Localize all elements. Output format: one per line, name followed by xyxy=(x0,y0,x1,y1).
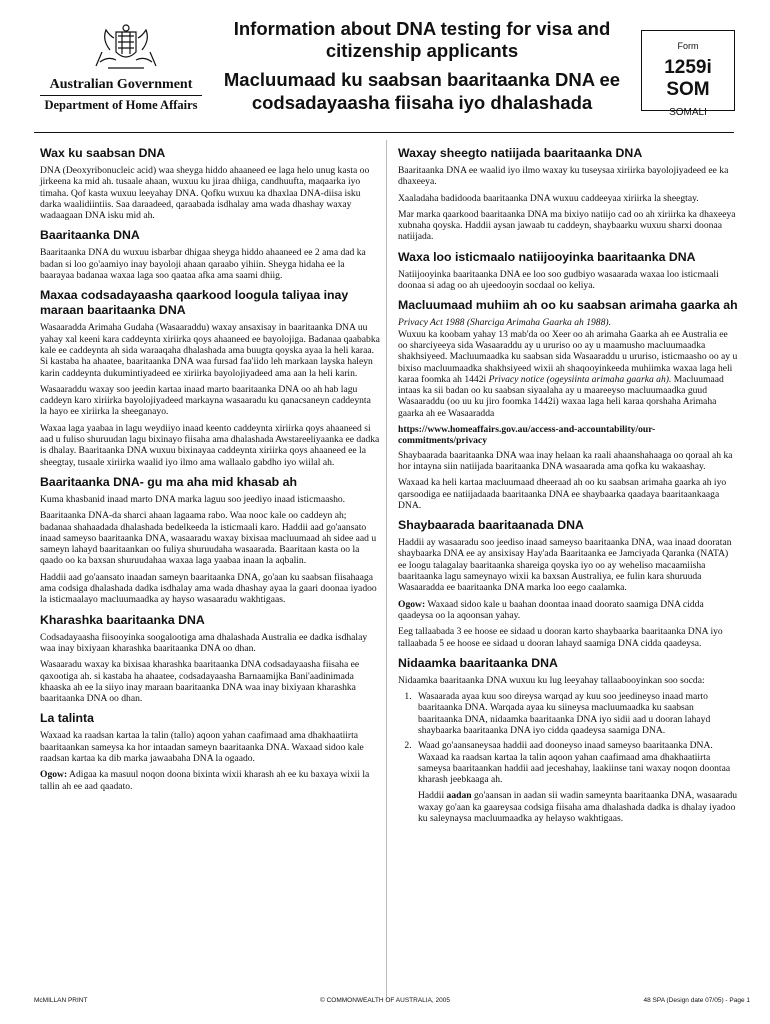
paragraph: Haddii aad go'aansato inaadan sameyn baaritaanka DNA, go'aan ku saabsan fiisahaaga ama codsiga dhalashada dadka isdhalay ama wada dhashay ayaa la gaari doonaa iyadoo la isticmaalayo macluumaadka ay hayso wasaaradu wakhtigaas. xyxy=(40,571,377,606)
note-label: Ogow: xyxy=(40,769,68,781)
form-number: 1259i SOM xyxy=(664,57,712,100)
section-why-advised xyxy=(40,288,380,468)
left-column xyxy=(40,146,380,799)
page-header xyxy=(0,0,770,125)
printer-name: McMILLAN PRINT xyxy=(34,997,88,1004)
paragraph-text: go'aansan in aadan sii wadin sameynta baaritaanka DNA, wasaaradu waxay go'aan ka gaareysaa codsiga fiisaha ama dhalashada dadka is dhalay iyadoo ku saleynaysa macluumaadka ay helayso wakhtigaas. xyxy=(418,790,738,825)
paragraph: Natiijooyinka baaritaanka DNA ee loo soo gudbiyo wasaarada waxaa loo isticmaali doonaa si adag oo ah ujeedooyin socdaal oo keliya. xyxy=(398,268,719,292)
title-block xyxy=(212,18,632,114)
coat-of-arms-icon xyxy=(88,22,164,74)
right-column xyxy=(398,146,738,831)
note-label: Ogow: xyxy=(398,598,426,610)
paragraph: Baaritaanka DNA-da sharci ahaan lagaama rabo. Waa nooc kale oo caddeyn ah; badanaa shahaadada dhalashada bedelkeeda la isticmaali karo. Haddii aad go'aansato inaad sameyso baaritaanka DNA, wasaaradu waxay bixisaa macluumaad ah sidee aad u sameyn lahayd baaritaankan oo fuliya shuruudaha wasaarada. Baaritaan kasta oo la qaado oo ka baxsan shuruudahaa waxaa laga yaabaa inaan la aqbalin. xyxy=(40,510,377,567)
paragraph: Mar marka qaarkood baaritaanka DNA ma bixiyo natiijo cad oo ah xiriirka ka dhaxeeya xubnaha qoyska. Haddii aysan jawaab tu caddeyn, shaybaarku wuxuu sharxi doonaa natiijada. xyxy=(398,208,736,243)
section-heading: Nidaamka baaritaanka DNA xyxy=(398,655,558,670)
page-info: 48 SPA (Design date 07/05) - Page 1 xyxy=(643,997,750,1004)
form-id-box xyxy=(641,30,735,118)
paragraph: Waxaa laga yaabaa in lagu weydiiyo inaad keento caddeynta xiriirka qoys ahaaneed si aad u fuliso shuruudan lagu bixinayo fiisaha ama dhalashada Awstareeliyaanka ee dadka is dhalay. Baaritaanka DNA wuxuu bixinayaa caddeynta xiriirka qoys ahaaneed ee la sheegtay, tusaale xiriirka waalid iyo ilmo ama wallaalo gabdho iyo wiilal ah. xyxy=(40,422,380,468)
department-name: Department of Home Affairs xyxy=(44,98,198,112)
paragraph-note xyxy=(398,599,738,622)
section-heading: Waxay sheegto natiijada baaritaanka DNA xyxy=(398,146,643,160)
section-privacy xyxy=(398,298,738,511)
paragraph-text: Wuxuu ka koobam yahay 13 mab'da oo Xeer oo ah arimaha Gaarka ah ee Australia ee oo sharciyeeya sida Wasaaraddu ay u ururiso oo ay u maamusho macluumaadka shakhsiyeed. Macluumaadka ku saabsan sida Wasaaraddu u ururiso, isticmaasho oo ay u bixiso macluumaadka shakhsiyeed wixii ah shaqooyinkeeda muhiimka waxaa laga heli karaa foomka ah 1442i xyxy=(398,328,738,385)
paragraph: Eeg tallaabada 3 ee hoose ee sidaad u dooran karto shaybaarka baaritaanka DNA iyo tallaabada 5 ee hoose ee sidaad u dooran lahayd saamiga DNA cidda qaadeysa. xyxy=(398,626,723,649)
section-heading: Baaritaanka DNA xyxy=(40,228,140,243)
form-language: SOMALI xyxy=(669,107,707,118)
paragraph-note xyxy=(40,769,380,792)
section-heading: Kharashka baaritaanka DNA xyxy=(40,612,205,627)
paragraph: Kuma khasbanid inaad marto DNA marka laguu soo jeediyo inaad isticmaasho. xyxy=(40,493,346,505)
privacy-link[interactable]: https://www.homeaffairs.gov.au/access-and-accountability/our-commitments/privacy xyxy=(398,424,656,447)
emphasis-text: aadan xyxy=(446,790,472,802)
section-heading: La talinta xyxy=(40,711,94,726)
paragraph: Wasaaradu waxay ka bixisaa kharashka baaritaanka DNA codsadayaasha fiisaha ee qaxootiga ah. si kastaba ha ahaatee, codsadayaasha Barnaamijka Bani'aadinimada khaaska ah ee la siiyo inay maraan baaritaanka DNA waa inay bixiyaan kharashka baaritaanka DNA oo dhan. xyxy=(40,659,360,705)
paragraph: Baaritaanka DNA du wuxuu isbarbar dhigaa sheyga hiddo ahaaneed ee 2 ama dad ka badan si loo go'aamiyo inay bayoloji ahaan qaraabo yihiin. Sheyga hidaha ee la baarayaa badanaa waxaa laga soo qaataa afka ama saami dhiig. xyxy=(40,247,366,282)
paragraph: Haddii ay wasaaradu soo jeediso inaad sameyso baaritaanka DNA, waa inaad dooratan shaybaarka DNA ee ay ansixisay Hay'ada Baaritaanka ee Jamciyada Qaranka (NATA) ee loogu talagalay baaritaanka shareiga qoyska iyo oo ay weheliso macaamiisha baaritaanka lagu sameynayo wixii ka baxsan Australiya, ee fulin kara shuruuda Wasaaradda ee baaritaanka DNA marka loo eego caalamka. xyxy=(398,537,732,594)
section-heading: Wax ku saabsan DNA xyxy=(40,146,166,160)
header-divider xyxy=(34,132,734,133)
process-steps-list xyxy=(398,691,738,824)
paragraph: Baaritaanka DNA ee waalid iyo ilmo waxay ku tuseysaa xiriirka bayolojiyadeed ee ka dhaxeeya. xyxy=(398,165,729,188)
section-laboratories xyxy=(398,518,738,649)
form-label: Form xyxy=(677,41,699,51)
paragraph: Waxaad ka heli kartaa macluumaad dheeraad ah oo ku saabsan arimaha gaarka ah iyo qarsoodiga ee natiijadaada baaritaanka DNA ee shaybaarka qaadaya baaritaankaaga DNA. xyxy=(398,477,727,511)
section-about-dna xyxy=(40,146,380,221)
column-divider xyxy=(386,140,387,1000)
list-item: 1. Wasaarada ayaa kuu soo direysa warqad ay kuu soo jeedineyso inaad marto baaritaanka DNA. Warqada ayaa ku siineysa macluumaadka ku saabsan baaritaanka DNA, nidaamka baaritaanka DNA iyo sidii aad u dooran lahayd shaybaarka baaritaanka DNA iyo cidda qaadeysa saamiga DNA. xyxy=(414,691,738,736)
list-item-text: Waad go'aansaneysaa haddii aad dooneyso inaad sameyso baaritaanka DNA. Waxaad ka raadsan kartaa la talin aqoon yahan caafimaad ama dhakhaatiirta sameysa baaritaankan haddii aad jeceshahay, laakiinse tani waxay noqon doontaa kharash jeebkaaga ah. xyxy=(418,740,731,786)
title-english: Information about DNA testing for visa and citizenship applicants xyxy=(233,18,611,61)
section-heading: Shaybaarada baaritaanada DNA xyxy=(398,518,584,533)
header-rule xyxy=(40,95,202,96)
section-results-use xyxy=(398,250,738,292)
copyright: © COMMONWEALTH OF AUSTRALIA, 2005 xyxy=(320,997,450,1004)
note-text: Waxaad sidoo kale u baahan doontaa inaad doorato saamiga DNA cidda qaadeysa oo la aqoonsan yahay. xyxy=(398,598,704,621)
paragraph: Wasaaraddu waxay soo jeedin kartaa inaad marto baaritaanka DNA oo ah hab lagu caddeyn karo xiriirka bayolojiyadeed markayna wasaaradu ku qanacsaneyn caddeynta la hayo ee xiriirka la sheeganayo. xyxy=(40,383,371,418)
page-footer xyxy=(34,997,750,1011)
paragraph: Nidaamka baaritaanka DNA wuxuu ku lug leeyahay tallaabooyinkan soo socda: xyxy=(398,674,705,686)
section-heading: Baaritaanka DNA- gu ma aha mid khasab ah xyxy=(40,474,297,489)
section-process xyxy=(398,656,738,825)
paragraph xyxy=(398,317,738,419)
section-heading: Macluumaad muhiim ah oo ku saabsan arimaha gaarka ah xyxy=(398,298,738,313)
paragraph: Codsadayaasha fiisooyinka soogalootiga ama dhalashada Australia ee dadka isdhalay waa inay bixiyaan kharashka baaritaanka DNA oo dhan. xyxy=(40,631,368,654)
paragraph-text: Haddii xyxy=(418,790,447,802)
list-item xyxy=(414,740,738,824)
title-somali: Macluumaad ku saabsan baaritaanka DNA ee codsadayaasha fiisaha iyo dhalashada xyxy=(223,69,621,113)
paragraph: Waxaad ka raadsan kartaa la talin (tallo) aqoon yahan caafimaad ama dhakhaatiirta baaritaankan sameysa ka hor intaadan sameyn baaritaanka DNA. Waxaad sidoo kale raadsan kartaa ka dib marka jawaabaha DNA la ogaado. xyxy=(40,730,364,764)
paragraph: Xaaladaha badidooda baaritaanka DNA wuxuu caddeeyaa xiriirka la sheegtay. xyxy=(398,192,699,204)
privacy-act-name: Privacy Act 1988 (Sharciga Arimaha Gaarka ah 1988). xyxy=(398,317,611,329)
section-not-compulsory xyxy=(40,475,380,606)
section-heading: Waxa loo isticmaalo natiijooyinka baaritaanka DNA xyxy=(398,249,696,264)
section-cost xyxy=(40,613,380,705)
paragraph: DNA (Deoxyribonucleic acid) waa sheyga hiddo ahaaneed ee laga helo unug kasta oo jirkeena ka mid ah. tusaale ahaan, wuxuu ku jiraa dhiiga, candhuufta, maqaarka iyo timaha. Qof kasta wuxuu leeyahay DNA. Qofku wuxuu ka dhaxlaa DNA-diisa isku darka waalidiintiis. Saa daraadeed, qaraabada isdhalay ama wada dhashay waxay wadaagaan DNA isku mid ah. xyxy=(40,165,370,222)
section-heading: Maxaa codsadayaasha qaarkood loogula taliyaa inay maraan baaritaanka DNA xyxy=(40,288,349,318)
paragraph: Wasaaradda Arimaha Gudaha (Wasaaraddu) waxay ansaxisay in baaritaanka DNA uu yahay xal keeni kara caddeynta xiriirka qoys ahaaneed ee bayolojiga. Badanaa qaababka kale ee caddeynta ah sida waraaqaha dhalashada ama buugta qoyska ayaa la heli karaa. Si kastaba ha ahaatee, baaritaanka DNA waa fursad faa'iido leh markaan layska haleyn karin caddeynta dukumintiyadeed ee xiriirka bayolojiyadeed ama aan la heli karin. xyxy=(40,322,380,379)
section-dna-testing xyxy=(40,228,380,281)
government-name: Australian Government xyxy=(49,77,193,92)
section-results xyxy=(398,146,738,243)
paragraph: Shaybaarada baaritaanka DNA waa inay helaan ka raali ahaanshahaaga oo qoraal ah ka hor intayna siin natiijada baaritaanka DNA wasaarada ama qofka ku wakaashay. xyxy=(398,449,733,472)
section-counselling xyxy=(40,711,380,791)
paragraph-text: Macluumaad intaas ka sii badan oo ku saabsan siyaalaha ay u maareeyso macluumaadka guud Wasaaraddu (oo uu ku jiro foomka 1442i) waxaa laga heli karaa qorshaha Arimaha gaarka ah ee Wasaaradda xyxy=(398,373,724,419)
note-text: Adigaa ka masuul noqon doona bixinta wixii kharash ah ee ku baxaya wixii la tallin ah ee aad qaadato. xyxy=(40,769,370,792)
privacy-notice-name: Privacy notice (ogeysiinta arimaha gaarka ah). xyxy=(488,373,672,385)
paragraph xyxy=(418,790,738,824)
